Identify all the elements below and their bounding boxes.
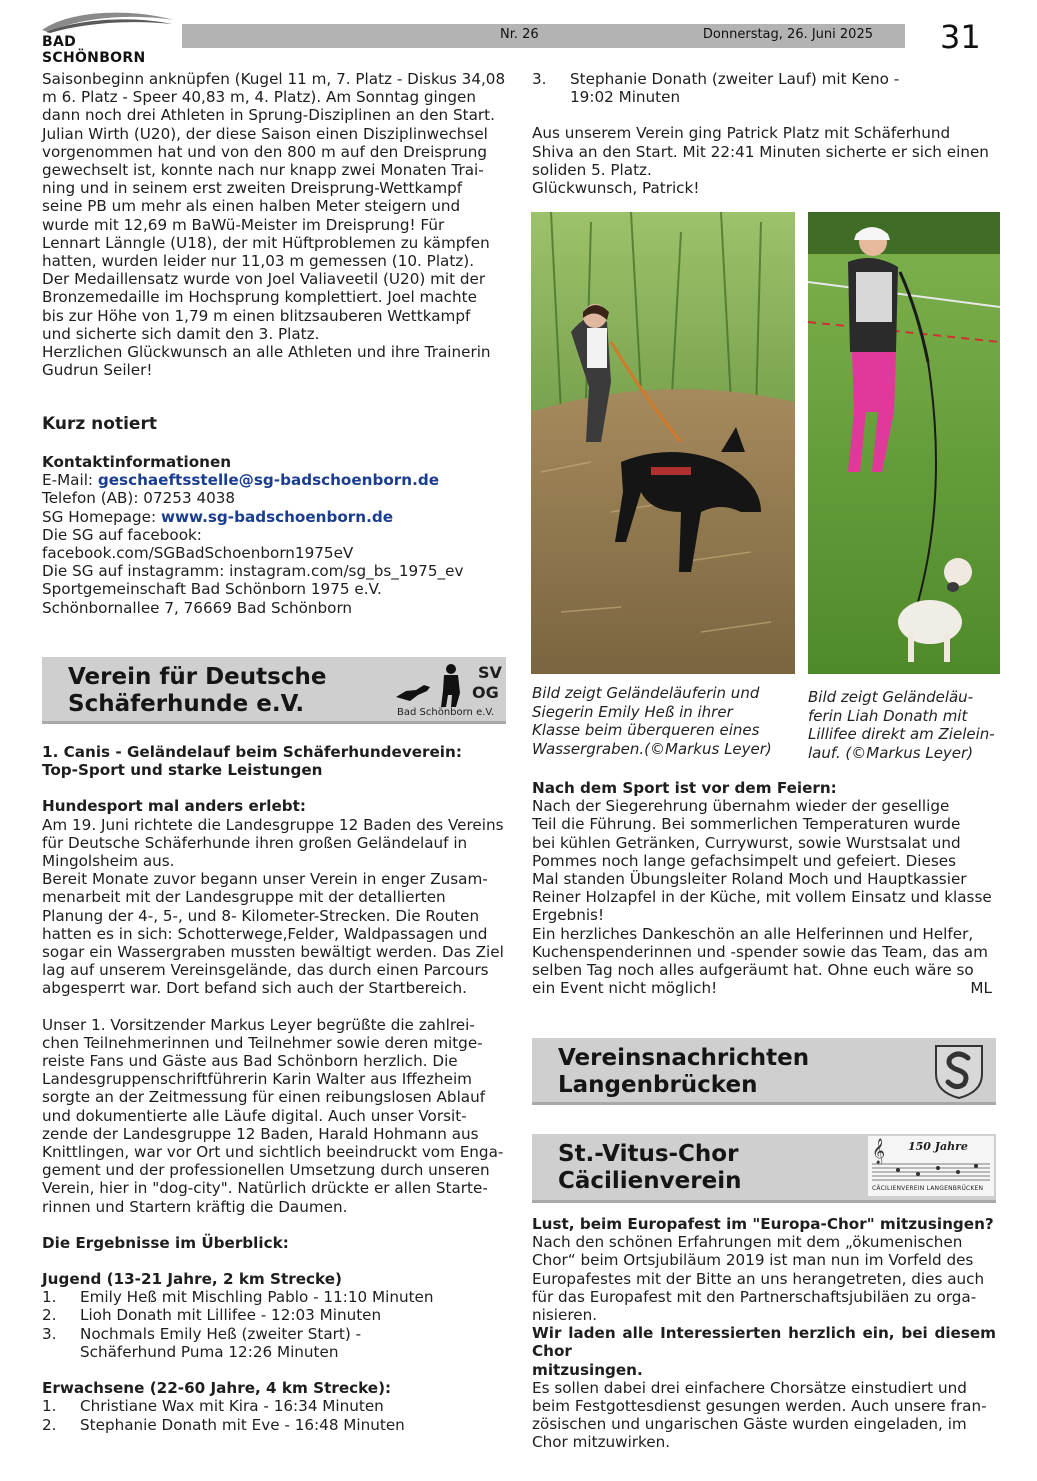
text-line: zösischen und ungarischen Gäste wurden eingeladen, im xyxy=(532,1415,967,1434)
text-line: wurde mit 12,69 m BaWü-Meister im Dreisprung! Für xyxy=(42,215,445,234)
text-line: hatten, wurden leider nur 11,03 m gemessen (10. Platz). xyxy=(42,252,475,271)
list-text xyxy=(570,70,996,106)
results-continued xyxy=(532,70,996,197)
svg-text:𝄞: 𝄞 xyxy=(872,1139,886,1164)
list-item xyxy=(42,1306,506,1324)
phone-line: Telefon (AB): 07253 4038 xyxy=(42,489,236,508)
logo-subtitle: CÄCILIENVEREIN LANGENBRÜCKEN xyxy=(872,1185,984,1192)
homepage-line xyxy=(42,508,506,526)
text-line xyxy=(532,979,996,997)
text-line: Lennart Länngle (U18), der mit Hüftproblemen zu kämpfen xyxy=(42,233,490,252)
article-heading: 1. Canis - Geländelauf beim Schäferhundeverein: xyxy=(42,743,462,761)
contact-heading: Kontaktinformationen xyxy=(42,453,232,471)
text-line: Europafestes mit der Bitte an uns herangetreten, dies auch xyxy=(532,1269,985,1288)
text-line: Knittlingen, war vor Ort und sichtlich beeindruckt vom Enga- xyxy=(42,1143,504,1162)
caption-line: Bild zeigt Geländeläuferin und xyxy=(532,684,760,702)
text-line: Glückwunsch, Patrick! xyxy=(532,179,700,198)
text-line: Mal standen Übungsleiter Roland Moch und Hauptkassier xyxy=(532,870,967,889)
text-line: Chor“ beim Ortsjubiläum 2019 ist man nun im Vorfeld des xyxy=(532,1251,974,1270)
text-line: beim Festgottesdienst gesungen werden. Auch unsere fran- xyxy=(532,1397,987,1416)
text-line: Am 19. Juni richtete die Landesgruppe 12 Baden des Vereins xyxy=(42,815,504,834)
org-address: Schönbornallee 7, 76669 Bad Schönborn xyxy=(42,598,353,617)
email-link[interactable]: geschaeftsstelle@sg-badschoenborn.de xyxy=(97,471,440,490)
text-line: Shiva an den Start. Mit 22:41 Minuten sicherte er sich einen xyxy=(532,142,989,161)
chor-banner xyxy=(532,1134,996,1203)
homepage-link[interactable]: www.sg-badschoenborn.de xyxy=(160,507,394,526)
dog-handler-icon xyxy=(394,663,464,709)
list-text-line: Nochmals Emily Heß (zweiter Start) - xyxy=(80,1324,362,1343)
text-line: zende der Landesgruppe 12 Baden, Harald Hohmann aus xyxy=(42,1124,479,1143)
author-signature: ML xyxy=(970,979,992,998)
text-line: abgesperrt war. Dort befand sich auch der Startbereich. xyxy=(42,979,467,998)
text-line: reiste Fans und Gäste aus Bad Schönborn herzlich. Die xyxy=(42,1052,458,1071)
logo-swoosh-icon xyxy=(40,8,180,34)
photo-caption-emily xyxy=(532,684,780,758)
text-line: Chor mitzuwirken. xyxy=(532,1433,671,1452)
europa-chor-article xyxy=(532,1215,996,1452)
text-line: Teil die Führung. Bei sommerlichen Temperaturen wurde xyxy=(532,815,961,834)
list-number: 3. xyxy=(42,1324,57,1343)
text-line: für Deutsche Schäferhunde ihren großen Geländelauf in xyxy=(42,833,468,852)
list-item xyxy=(42,1288,506,1306)
article-subheading: Hundesport mal anders erlebt: xyxy=(42,797,307,816)
text-line: Pommes noch lange gefachsimpelt und gefeiert. Dieses xyxy=(532,851,957,870)
text-line: nisieren. xyxy=(532,1306,598,1325)
banner-title-line2: Langenbrücken xyxy=(558,1072,758,1098)
bad-schoenborn-logo xyxy=(40,8,180,66)
text-line: bis zur Höhe von 1,79 m einen blitzsauberen Wettkampf xyxy=(42,306,471,325)
page-header xyxy=(0,0,1037,66)
text-line: bei kühlen Getränken, Currywurst, sowie Wurstsalat und xyxy=(532,833,961,852)
list-text: Christiane Wax mit Kira - 16:34 Minuten xyxy=(80,1397,384,1416)
list-text xyxy=(80,1325,506,1361)
text-line: Kuchenspenderinnen und -spender sowie das Team, das am xyxy=(532,942,988,961)
text-line: selben Tag noch alles aufgeräumt hat. Ohne euch wäre so xyxy=(532,961,974,980)
text-line: und sicherte sich damit den 3. Platz. xyxy=(42,324,320,343)
list-number: 1. xyxy=(42,1288,57,1307)
banner-title-line1: Vereinsnachrichten xyxy=(558,1045,810,1071)
text-line: Landesgruppenschriftführerin Karin Walter aus Iffezheim xyxy=(42,1070,472,1089)
text-line-bold: mitzusingen. xyxy=(532,1360,643,1379)
logo-text: BAD SCHÖNBORN xyxy=(42,34,146,66)
photo-emily-water-ditch xyxy=(531,212,795,674)
list-item xyxy=(532,70,996,106)
text-line: Planung der 4-, 5-, und 8- Kilometer-Strecken. Die Routen xyxy=(42,906,480,925)
text-line: Der Medaillensatz wurde von Joel Valiaveetil (U20) mit der xyxy=(42,270,486,289)
text-line: lag auf unserem Vereinsgelände, das durch einen Parcours xyxy=(42,961,489,980)
list-text-line: Schäferhund Puma 12:26 Minuten xyxy=(80,1342,339,1361)
photo-illustration xyxy=(808,212,1000,674)
text-line: für das Europafest mit den Partnerschaftsjubiläen zu orga- xyxy=(532,1287,977,1306)
article-heading: Top-Sport und starke Leistungen xyxy=(42,761,323,780)
sv-og-logo xyxy=(394,661,504,719)
list-text-line: 19:02 Minuten xyxy=(570,88,681,107)
photo-liah-finish xyxy=(808,212,1000,674)
org-name: Sportgemeinschaft Bad Schönborn 1975 e.V. xyxy=(42,580,382,599)
text-line: soliden 5. Platz. xyxy=(532,160,652,179)
caption-line: lauf. (©Markus Leyer) xyxy=(808,743,974,762)
results-heading: Die Ergebnisse im Überblick: xyxy=(42,1233,289,1252)
email-line xyxy=(42,471,506,489)
athletics-article-end xyxy=(42,70,506,379)
issue-date: Donnerstag, 26. Juni 2025 xyxy=(702,27,873,42)
text-line: Bronzemedaille im Hochsprung komplettiert. Joel machte xyxy=(42,288,477,307)
kurz-notiert-heading: Kurz notiert xyxy=(42,414,157,434)
caption-line: Lillifee direkt am Zielein- xyxy=(808,725,995,743)
text-line: rinnen und Startern kräftig die Daumen. xyxy=(42,1197,348,1216)
canis-article xyxy=(42,743,506,1434)
text-line: chen Teilnehmerinnen und Teilnehmer sowie deren mitge- xyxy=(42,1033,483,1052)
text-line: Aus unserem Verein ging Patrick Platz mit Schäferhund xyxy=(532,124,951,143)
text-line: Nach der Siegerehrung übernahm wieder der gesellige xyxy=(532,797,950,816)
text-line: Saisonbeginn anknüpfen (Kugel 11 m, 7. Platz - Diskus 34,08 xyxy=(42,70,506,88)
page-number: 31 xyxy=(940,18,981,56)
article-heading: Lust, beim Europafest im "Europa-Chor" mitzusingen? xyxy=(532,1215,994,1233)
facebook-line: facebook.com/SGBadSchoenborn1975eV xyxy=(42,544,354,563)
header-bar xyxy=(182,24,905,48)
text-line: Verein, hier in "dog-city". Natürlich drückte er allen Starte- xyxy=(42,1179,488,1198)
text-line: hatten es in sich: Schotterwege,Felder, Waldpassagen und xyxy=(42,924,488,943)
caption-line: Wassergraben.(©Markus Leyer) xyxy=(532,739,772,758)
text-line: Julian Wirth (U20), der diese Saison einen Disziplinwechsel xyxy=(42,124,488,143)
list-number: 2. xyxy=(42,1306,57,1325)
text-line: und dokumentierte alle Läufe digital. Auch unser Vorsit- xyxy=(42,1106,467,1125)
list-text: Lioh Donath mit Lillifee - 12:03 Minuten xyxy=(80,1306,382,1325)
caption-line: Klasse beim überqueren eines xyxy=(532,721,760,739)
logo-sv-text: SV xyxy=(478,663,502,682)
list-number: 1. xyxy=(42,1397,57,1416)
banner-title-line2: Schäferhunde e.V. xyxy=(68,691,305,717)
issue-number: Nr. 26 xyxy=(500,27,539,42)
text-line: Bereit Monate zuvor begann unser Verein in enger Zusam- xyxy=(42,870,488,889)
text-line: Mingolsheim aus. xyxy=(42,852,175,871)
banner-title-line1: St.-Vitus-Chor xyxy=(558,1141,739,1167)
logo-og-text: OG xyxy=(472,683,499,702)
text-line-bold: Wir laden alle Interessierten herzlich ein, bei diesem Chor xyxy=(532,1324,996,1361)
text-line: m 6. Platz - Speer 40,83 m, 4. Platz). Am Sonntag gingen xyxy=(42,88,477,107)
text-line: sorgte an der Zeitmessung für einen reibungslosen Ablauf xyxy=(42,1088,486,1107)
text-line: gement und der professionellen Umsetzung durch unseren xyxy=(42,1161,490,1180)
email-label: E-Mail: xyxy=(42,471,98,490)
text-line: seine PB um mehr als einen halben Meter steigern und xyxy=(42,197,461,216)
instagram-line: Die SG auf instagramm: instagram.com/sg_bs_1975_ev xyxy=(42,562,464,581)
youth-heading: Jugend (13-21 Jahre, 2 km Strecke) xyxy=(42,1270,342,1289)
caption-line: Siegerin Emily Heß in ihrer xyxy=(532,702,733,721)
chor-anniversary-logo xyxy=(868,1136,994,1196)
text-line-content: ein Event nicht möglich! xyxy=(532,979,718,998)
list-item xyxy=(42,1397,506,1415)
text-line: Gudrun Seiler! xyxy=(42,361,153,380)
banner-title-line2: Cäcilienverein xyxy=(558,1168,742,1194)
list-item xyxy=(42,1325,506,1361)
caption-line: ferin Liah Donath mit xyxy=(808,706,968,725)
adult-heading: Erwachsene (22-60 Jahre, 4 km Strecke): xyxy=(42,1379,392,1398)
text-line: Ein herzliches Dankeschön an alle Helferinnen und Helfer, xyxy=(532,924,974,943)
logo-subtitle: Bad Schönborn e.V. xyxy=(397,707,495,718)
list-text-line: Stephanie Donath (zweiter Lauf) mit Keno - xyxy=(570,70,900,88)
facebook-label: Die SG auf facebook: xyxy=(42,525,202,544)
list-item xyxy=(42,1416,506,1434)
list-number: 2. xyxy=(42,1415,57,1434)
photo-illustration xyxy=(531,212,795,674)
list-number: 3. xyxy=(532,70,547,88)
text-line: dann noch drei Athleten in Sprung-Disziplinen an den Start. xyxy=(42,106,495,125)
caption-line: Bild zeigt Geländeläu- xyxy=(808,688,974,706)
sv-section-banner xyxy=(42,657,506,724)
text-line: Reiner Holzapfel in der Küche, mit vollem Einsatz und klasse xyxy=(532,888,992,907)
text-line: ning und in seinem erst zweiten Dreisprung-Wettkampf xyxy=(42,179,463,198)
photo-caption-liah xyxy=(808,688,998,762)
coat-of-arms-icon xyxy=(932,1042,986,1100)
text-line: Herzlichen Glückwunsch an alle Athleten und ihre Trainerin xyxy=(42,343,491,362)
feiern-section xyxy=(532,779,996,997)
langenbruecken-banner xyxy=(532,1038,996,1105)
text-line: vorgenommen hat und von den 800 m auf den Dreisprung xyxy=(42,142,487,161)
text-line: sogar ein Wassergraben mussten bewältigt werden. Das Ziel xyxy=(42,943,504,962)
text-line: Es sollen dabei drei einfachere Chorsätze einstudiert und xyxy=(532,1378,967,1397)
contact-info xyxy=(42,453,506,617)
text-line: Unser 1. Vorsitzender Markus Leyer begrüßte die zahlrei- xyxy=(42,1015,475,1034)
banner-title-line1: Verein für Deutsche xyxy=(68,664,327,690)
text-line: gewechselt ist, konnte nach nur knapp zwei Monaten Trai- xyxy=(42,161,484,180)
logo-anniversary-text: 150 Jahre xyxy=(908,1140,968,1153)
text-line: Ergebnis! xyxy=(532,906,605,925)
text-line: Nach den schönen Erfahrungen mit dem „ökumenischen xyxy=(532,1233,963,1252)
homepage-label: SG Homepage: xyxy=(42,507,161,526)
text-line: menarbeit mit der Landesgruppe mit der detallierten xyxy=(42,888,446,907)
section-heading: Nach dem Sport ist vor dem Feiern: xyxy=(532,779,837,797)
list-text: Stephanie Donath mit Eve - 16:48 Minuten xyxy=(80,1415,405,1434)
list-text: Emily Heß mit Mischling Pablo - 11:10 Minuten xyxy=(80,1288,434,1307)
